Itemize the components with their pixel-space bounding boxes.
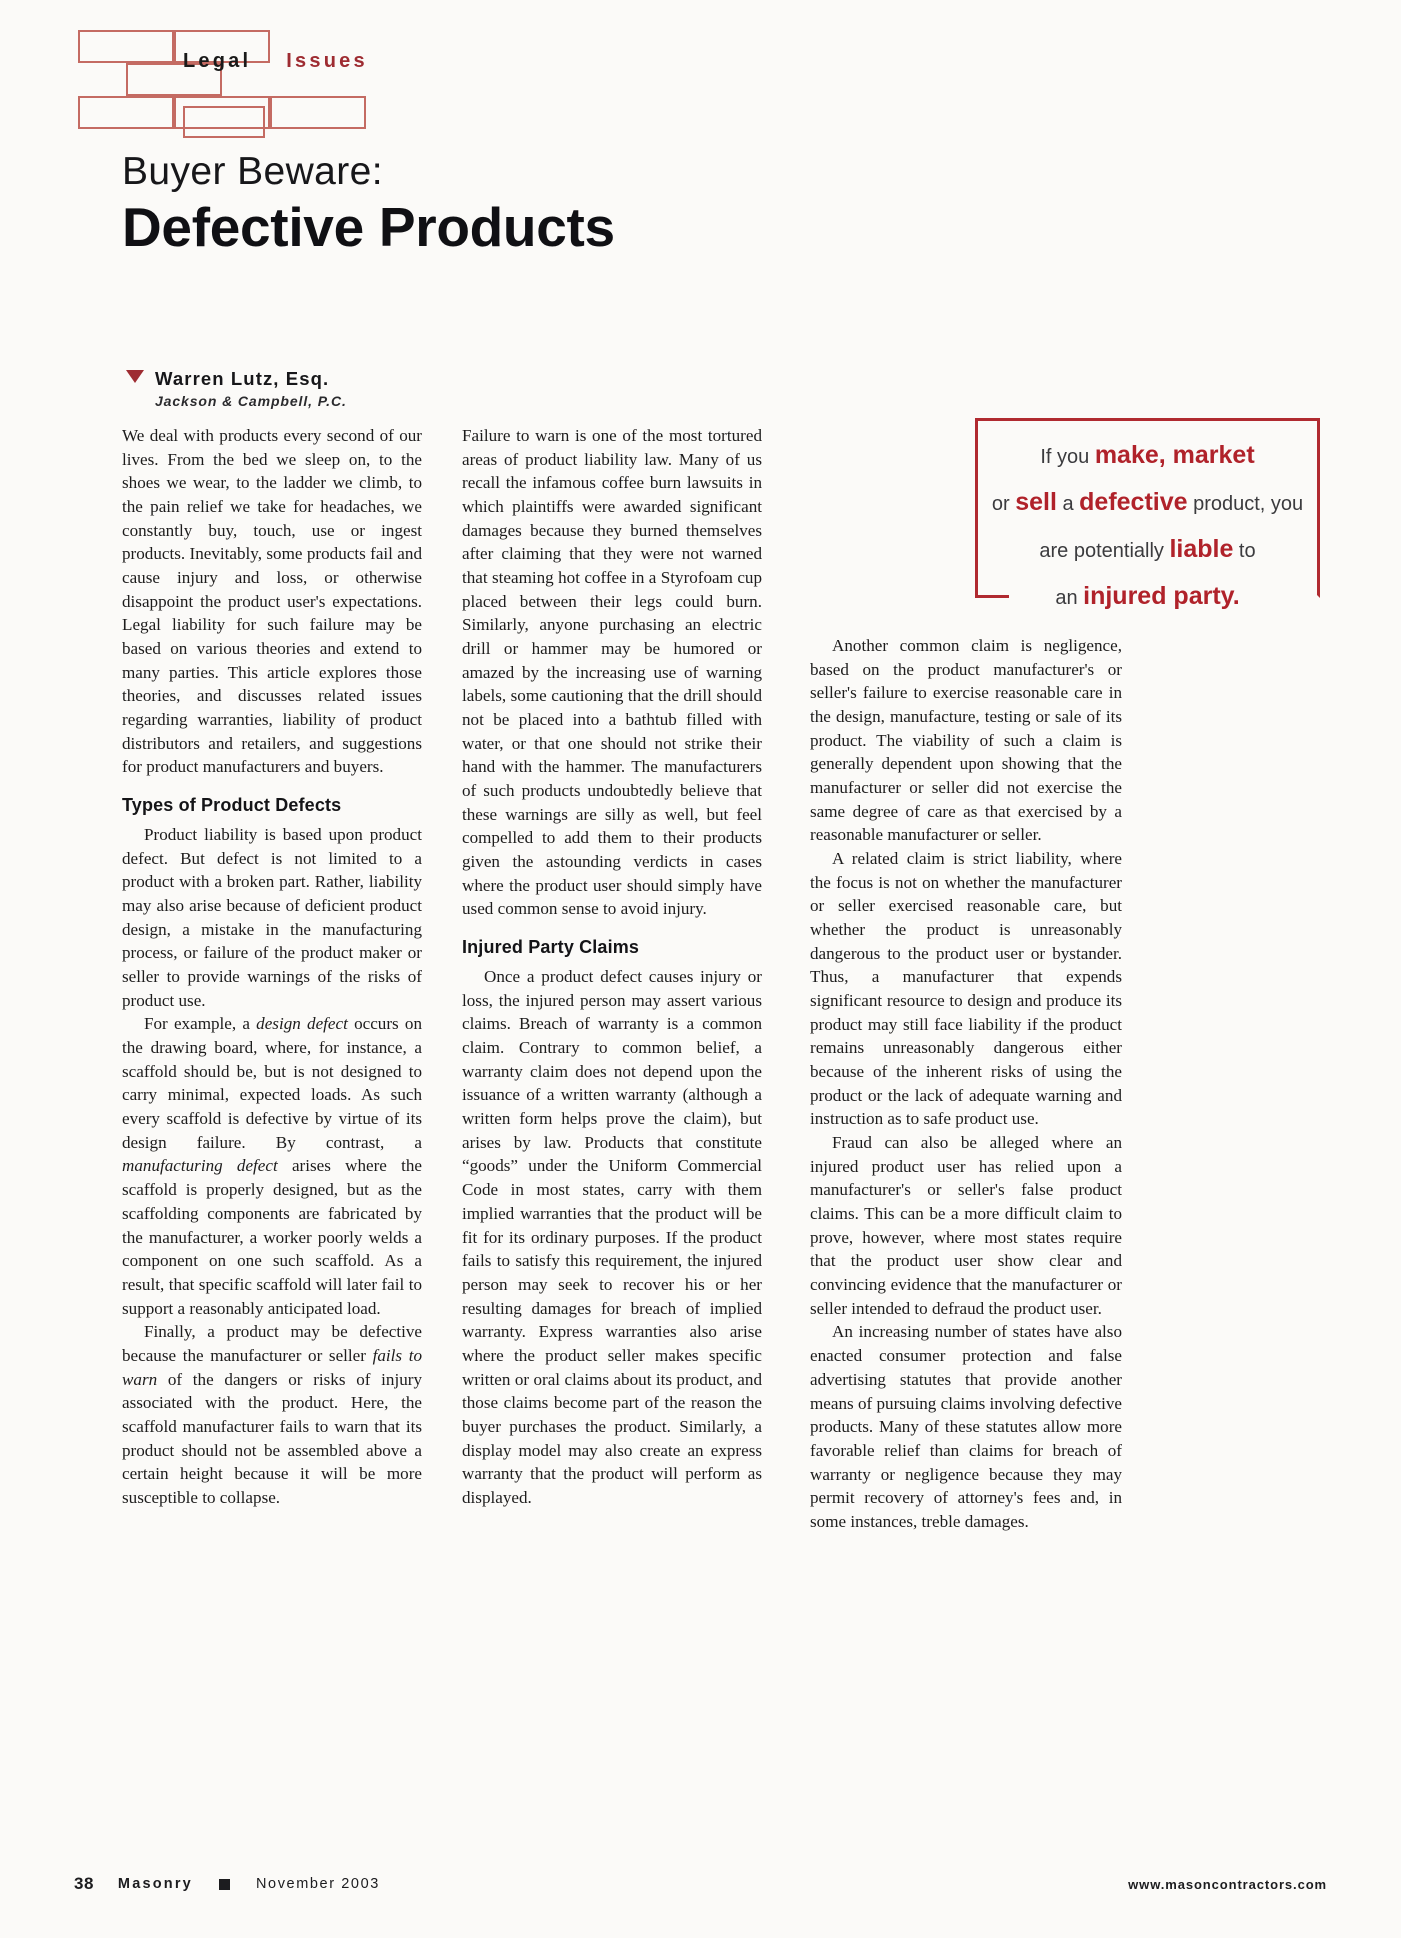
- pq-highlight: defective: [1079, 488, 1188, 516]
- kicker-legal: Legal: [183, 50, 252, 72]
- pq-highlight: sell: [1015, 488, 1057, 516]
- emphasis-design-defect: design defect: [256, 1014, 348, 1034]
- brick-decoration: [183, 106, 265, 138]
- title-eyebrow: Buyer Beware:: [122, 150, 383, 193]
- text-run: Finally, a product may be defective because the manufacturer or seller: [122, 1322, 422, 1365]
- text-run: of the dangers or risks of injury associated with the product. Here, the scaffold manufacturer fails to warn that its product should not be assembled above a certain height because it will be more susceptible to collapse.: [122, 1369, 422, 1507]
- paragraph: Failure to warn is one of the most tortured areas of product liability law. Many of us recall the infamous coffee burn lawsuits in which plaintiffs were awarded significant damages because they burned themselves after claiming that they were not warned that steaming hot coffee in a Styrofoam cup placed between their legs could burn. Similarly, anyone purchasing an electric drill or hammer may be humored or amazed by the increasing use of warning labels, some cautioning that the drill should not be placed into a bathtub filled with water, or that one should not strike their hand with the hammer. The manufacturers of such products undoubtedly believe that these warnings are silly as well, but feel compelled to add them to their products given the astounding verdicts in cases where the product user should simply have used common sense to avoid injury.: [462, 426, 762, 919]
- paragraph: An increasing number of states have also enacted consumer protection and false advertising statutes that provide another means of pursuing claims involving defective products. Many of these statutes allow more favorable relief than claims for breach of warranty or negligence because they may permit recovery of attorney's fees and, in some instances, treble damages.: [810, 1322, 1122, 1531]
- column-3: [810, 634, 1122, 1534]
- pq-text: If you: [1040, 446, 1095, 468]
- page-number: 38: [74, 1874, 94, 1893]
- section-kicker: [183, 50, 368, 73]
- paragraph: Fraud can also be alleged where an injured product user has relied upon a manufacturer's or seller's false product claims. This can be a more difficult claim to prove, however, where most states require that the product user show clear and convincing evidence that the manufacturer or seller intended to defraud the product user.: [810, 1133, 1122, 1318]
- text-run: occurs on the drawing board, where, for instance, a scaffold should be, but is not designed to carry minimal, expected loads. As such every scaffold is defective by virtue of its design failure. By contrast, a: [122, 1014, 422, 1152]
- pq-text: a: [1056, 493, 1080, 515]
- paragraph: Once a product defect causes injury or loss, the injured person may assert various claims. Breach of warranty is a common claim. Contrary to common belief, a warranty claim does not depend upon the issuance of a written warranty (although a written form helps prove the claim), but arises by law. Products that constitute “goods” under the Uniform Commercial Code in most states, carry with them implied warranties that the product will be fit for its ordinary purposes. If the product fails to satisfy this requirement, the injured person may seek to recover his or her resulting damages for breach of implied warranty. Express warranties also arise where the product seller makes specific written or oral claims about its product, and those claims become part of the reason the buyer purchases the product. Similarly, a display model may also create an express warranty that the product will perform as displayed.: [462, 967, 762, 1507]
- pq-text: or: [991, 493, 1016, 515]
- paragraph: We deal with products every second of our lives. From the bed we sleep on, to the shoes we wear, to the ladder we climb, to the pain relief we take for headaches, we constantly buy, touch, use or ingest products. Inevitably, some products fail and cause injury and loss, or otherwise disappoint the product user's expectations. Legal liability for such failure may be based on various theories and extend to many parties. This article explores those theories, and discusses related issues regarding warranties, liability of product distributors and retailers, and suggestions for product manufacturers and buyers.: [122, 426, 422, 777]
- column-1: [122, 424, 422, 1510]
- footer-left: [74, 1874, 380, 1894]
- kicker-issues: Issues: [286, 50, 368, 72]
- pq-text: product, you: [1187, 493, 1304, 515]
- byline: [126, 368, 626, 409]
- emphasis-fails-to-warn: fails to warn: [122, 1345, 422, 1389]
- pq-text: are potentially: [1039, 540, 1170, 562]
- pq-text: to: [1233, 540, 1256, 562]
- pq-highlight: injured party.: [1083, 582, 1240, 610]
- pq-highlight: liable: [1169, 535, 1234, 563]
- paragraph: Another common claim is negligence, based on the product manufacturer's or seller's failure to exercise reasonable care in the design, manufacture, testing or sale of its product. The viability of such a claim is generally dependent upon showing that the manufacturer or seller did not exercise the same degree of care as that exercised by a reasonable manufacturer or seller.: [810, 636, 1122, 845]
- pq-text: an: [1055, 587, 1084, 609]
- magazine-name: Masonry: [117, 1876, 193, 1892]
- paragraph: Product liability is based upon product defect. But defect is not limited to a product with a broken part. Rather, liability may also arise because of deficient product design, a mistake in the manufacturing process, or failure of the product maker or seller to provide warnings of the risks of product use.: [122, 825, 422, 1010]
- pq-highlight: make, market: [1094, 441, 1255, 469]
- section-heading-types-of-product-defects: Types of Product Defects: [122, 795, 342, 816]
- byline-row: [126, 368, 626, 390]
- author-name: Warren Lutz, Esq.: [155, 368, 330, 389]
- page-footer: [0, 1874, 1401, 1904]
- column-2: [462, 424, 762, 1510]
- title-main: Defective Products: [122, 195, 615, 258]
- page-title: [122, 152, 1022, 259]
- website-url: www.masoncontractors.com: [1128, 1877, 1327, 1892]
- article-body: [122, 424, 1282, 1824]
- text-run: arises where the scaffold is properly designed, but as the scaffolding components are fabricated by the manufacturer, a worker poorly welds a component on one such scaffold. As a result, that specific scaffold will later fail to support a reasonably anticipated load.: [122, 1156, 422, 1318]
- text-run: For example, a: [144, 1014, 257, 1034]
- masthead: [0, 0, 1401, 150]
- brick-decoration: [78, 96, 174, 129]
- triangle-down-icon: [126, 370, 144, 383]
- paragraph: [122, 1012, 422, 1320]
- paragraph: A related claim is strict liability, where the focus is not on whether the manufacturer or seller exercised reasonable care, but whether the product is unreasonably dangerous to the product user or bystander. Thus, a manufacturer that expends significant resource to design and produce its product may still face liability if the product remains unreasonably dangerous either because of the inherent risks of using the product or the lack of adequate warning and instruction as to safe product use.: [810, 849, 1122, 1129]
- square-bullet-icon: [219, 1879, 230, 1890]
- emphasis-manufacturing-defect: manufacturing defect: [122, 1156, 278, 1176]
- section-heading-injured-party-claims: Injured Party Claims: [462, 937, 640, 958]
- brick-decoration: [270, 96, 366, 129]
- paragraph: [122, 1320, 422, 1509]
- brick-decoration: [78, 30, 174, 63]
- issue-date: November 2003: [255, 1876, 380, 1892]
- author-firm: Jackson & Campbell, P.C.: [155, 393, 347, 409]
